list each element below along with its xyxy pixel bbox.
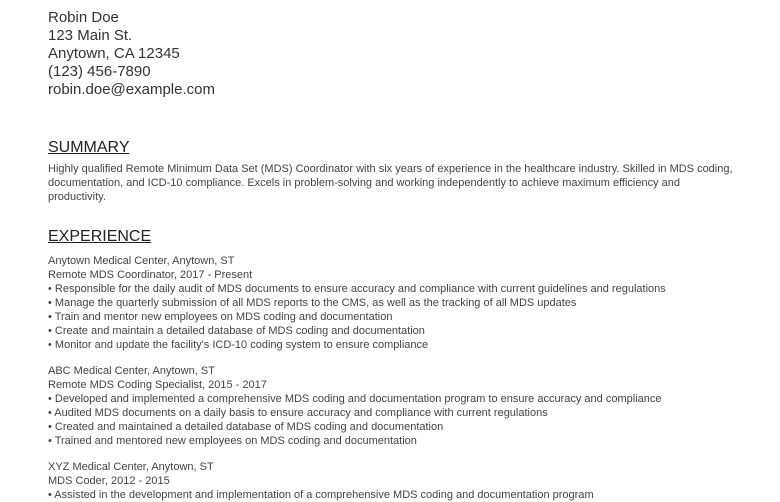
- contact-street: 123 Main St.: [48, 27, 133, 44]
- job-employer: XYZ Medical Center, Anytown, ST: [48, 461, 214, 473]
- job-bullet: • Developed and implemented a comprehensive MDS coding and documentation program to ensure accuracy and compliance: [48, 393, 662, 405]
- job-entry: [48, 254, 768, 352]
- job-bullet: • Responsible for the daily audit of MDS documents to ensure accuracy and compliance with current guidelines and regulations: [48, 283, 666, 295]
- summary-heading: SUMMARY: [48, 139, 130, 156]
- job-role: Remote MDS Coding Specialist, 2015 - 2017: [48, 379, 267, 391]
- contact-block: [48, 9, 215, 99]
- contact-phone: (123) 456-7890: [48, 63, 151, 80]
- job-bullet: • Monitor and update the facility's ICD-10 coding system to ensure compliance: [48, 339, 429, 351]
- job-employer: ABC Medical Center, Anytown, ST: [48, 365, 215, 377]
- experience-heading: EXPERIENCE: [48, 228, 152, 245]
- job-employer: Anytown Medical Center, Anytown, ST: [48, 255, 235, 267]
- job-bullet: • Manage the quarterly submission of all MDS reports to the CMS, as well as the tracking of all MDS updates: [48, 297, 577, 309]
- contact-name: Robin Doe: [48, 9, 119, 26]
- summary-text: Highly qualified Remote Minimum Data Set (MDS) Coordinator with six years of experience in the healthcare industry. Skilled in MDS coding, documentation, and ICD-10 compliance. Excels in problem-solving and working independently to achieve maximum efficiency and productivity.: [48, 163, 733, 203]
- contact-city: Anytown, CA 12345: [48, 45, 180, 62]
- job-bullet: • Train and mentor new employees on MDS coding and documentation: [48, 311, 393, 323]
- job-bullet: • Audited MDS documents on a daily basis to ensure accuracy and compliance with current regulations: [48, 407, 548, 419]
- job-bullet: • Created and maintained a detailed database of MDS coding and documentation: [48, 421, 444, 433]
- job-bullet: • Trained and mentored new employees on MDS coding and documentation: [48, 435, 417, 447]
- job-role: Remote MDS Coordinator, 2017 - Present: [48, 269, 253, 281]
- contact-email: robin.doe@example.com: [48, 81, 215, 98]
- job-entry: [48, 460, 768, 502]
- job-role: MDS Coder, 2012 - 2015: [48, 475, 170, 487]
- job-bullet: • Assisted in the development and implementation of a comprehensive MDS coding and documentation program: [48, 489, 594, 501]
- job-entry: [48, 364, 768, 448]
- job-bullet: • Create and maintain a detailed database of MDS coding and documentation: [48, 325, 425, 337]
